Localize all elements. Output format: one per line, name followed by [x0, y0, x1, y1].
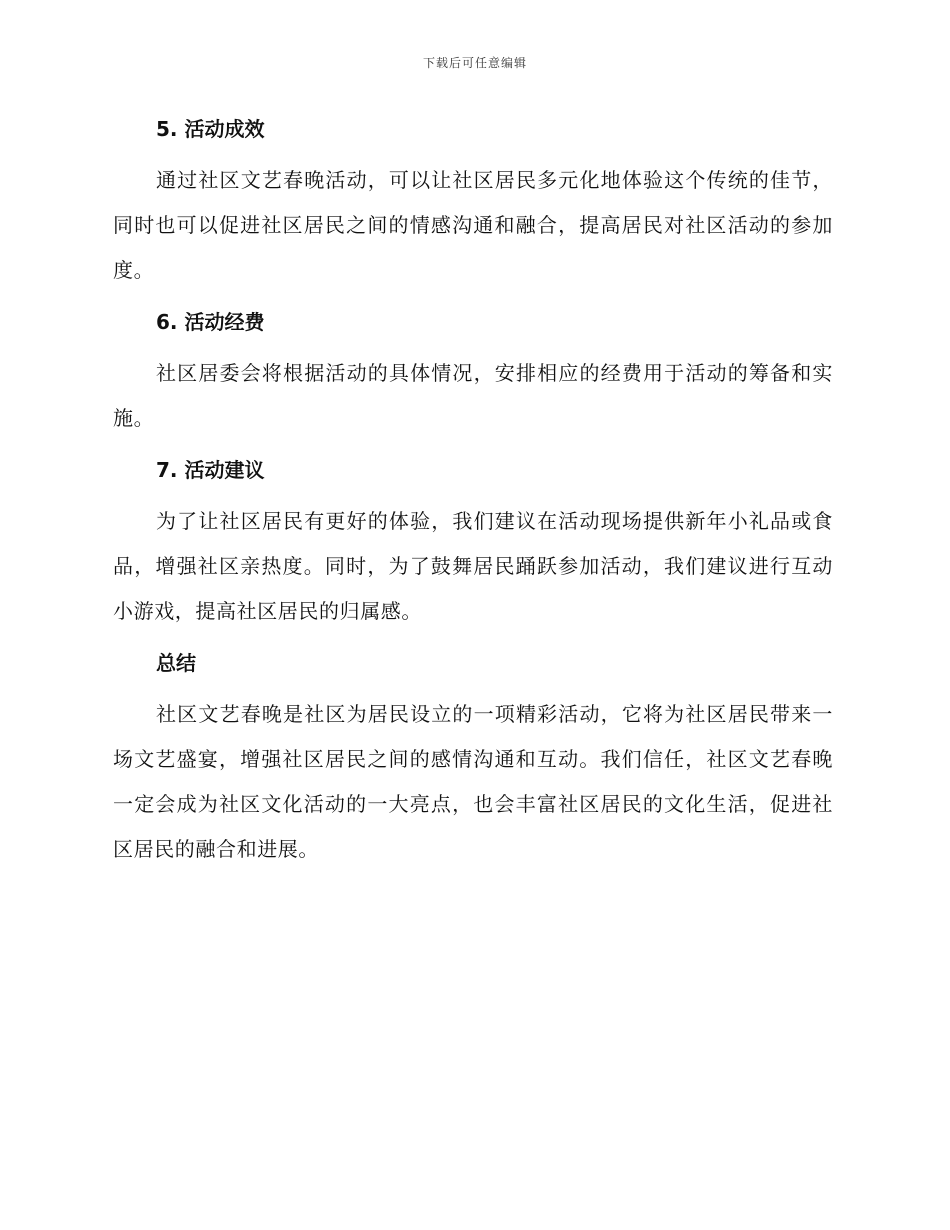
- page-header-note: 下载后可任意编辑: [422, 56, 527, 70]
- section-heading: 7. 活动建议: [156, 458, 265, 482]
- section-heading: 5. 活动成效: [156, 117, 265, 141]
- section-paragraph: 为了让社区居民有更好的体验，我们建议在活动现场提供新年小礼品或食品，增强社区亲热度。同时，为了鼓舞居民踊跃参加活动，我们建议进行互动小游戏，提高社区居民的归属感。: [113, 509, 833, 623]
- section-heading: 6. 活动经费: [156, 310, 265, 334]
- section-activity-effect: [113, 112, 833, 293]
- section-activity-suggestions: [113, 453, 833, 634]
- section-heading: 总结: [156, 651, 196, 675]
- section-paragraph: 社区居委会将根据活动的具体情况，安排相应的经费用于活动的筹备和实施。: [113, 361, 833, 430]
- section-paragraph: 通过社区文艺春晚活动，可以让社区居民多元化地体验这个传统的佳节，同时也可以促进社区居民之间的情感沟通和融合，提高居民对社区活动的参加度。: [113, 168, 833, 282]
- document-body: [113, 112, 833, 884]
- section-activity-funding: [113, 305, 833, 441]
- section-summary: [113, 646, 833, 872]
- section-paragraph: 社区文艺春晚是社区为居民设立的一项精彩活动，它将为社区居民带来一场文艺盛宴，增强社区居民之间的感情沟通和互动。我们信任，社区文艺春晚一定会成为社区文化活动的一大亮点，也会丰富社区居民的文化生活，促进社区居民的融合和进展。: [113, 702, 833, 861]
